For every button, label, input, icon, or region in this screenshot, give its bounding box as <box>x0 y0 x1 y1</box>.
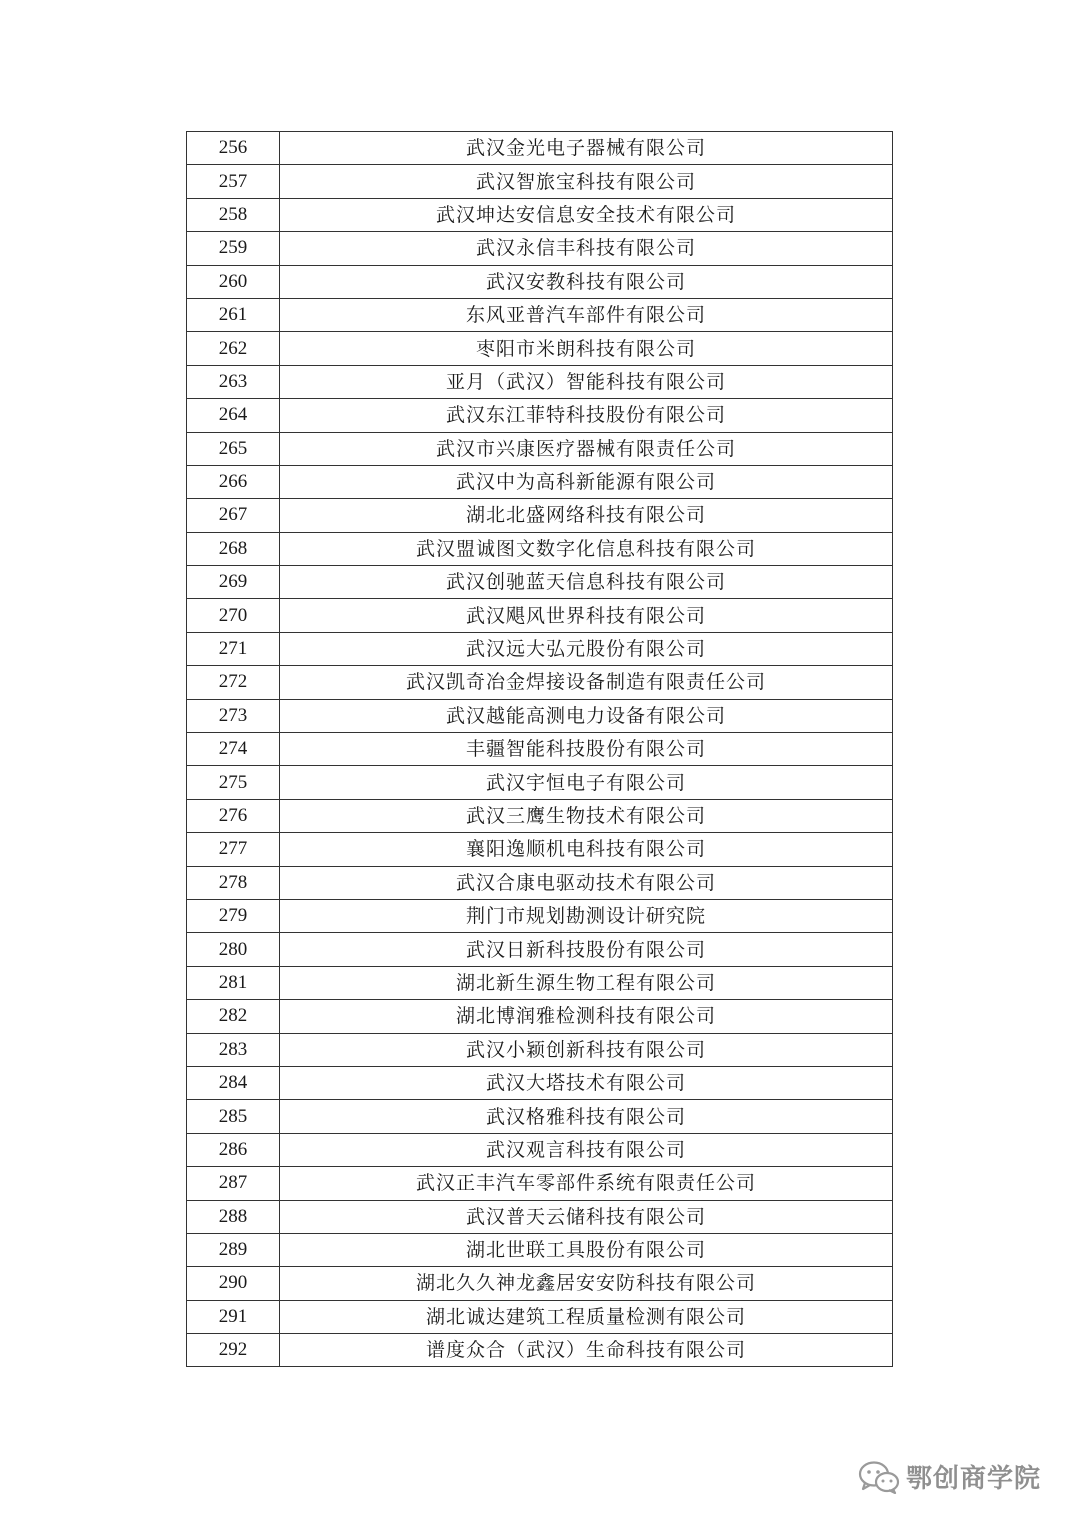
watermark <box>858 1458 1041 1495</box>
company-name: 武汉中为高科新能源有限公司 <box>280 465 893 498</box>
row-number: 288 <box>187 1200 280 1233</box>
row-number: 268 <box>187 532 280 565</box>
row-number: 260 <box>187 265 280 298</box>
row-number: 256 <box>187 132 280 165</box>
row-number: 279 <box>187 899 280 932</box>
company-name: 武汉飓风世界科技有限公司 <box>280 599 893 632</box>
table-row <box>187 165 893 198</box>
table-row <box>187 532 893 565</box>
company-name: 湖北久久神龙鑫居安安防科技有限公司 <box>280 1267 893 1300</box>
company-name: 武汉大塔技术有限公司 <box>280 1066 893 1099</box>
row-number: 261 <box>187 298 280 331</box>
table-row <box>187 1033 893 1066</box>
company-name: 谱度众合（武汉）生命科技有限公司 <box>280 1334 893 1367</box>
table-row <box>187 599 893 632</box>
row-number: 272 <box>187 666 280 699</box>
table-row <box>187 298 893 331</box>
table-row <box>187 699 893 732</box>
company-name: 武汉日新科技股份有限公司 <box>280 933 893 966</box>
table-row <box>187 966 893 999</box>
company-name: 武汉格雅科技有限公司 <box>280 1100 893 1133</box>
company-name: 亚月（武汉）智能科技有限公司 <box>280 365 893 398</box>
table-row <box>187 733 893 766</box>
table-row <box>187 1000 893 1033</box>
row-number: 259 <box>187 232 280 265</box>
table-row <box>187 1100 893 1133</box>
row-number: 273 <box>187 699 280 732</box>
row-number: 284 <box>187 1066 280 1099</box>
table-row <box>187 1233 893 1266</box>
row-number: 270 <box>187 599 280 632</box>
row-number: 278 <box>187 866 280 899</box>
company-name: 武汉三鹰生物技术有限公司 <box>280 799 893 832</box>
watermark-text: 鄂创商学院 <box>906 1464 1042 1494</box>
company-name: 武汉凯奇冶金焊接设备制造有限责任公司 <box>280 666 893 699</box>
company-name: 武汉正丰汽车零部件系统有限责任公司 <box>280 1167 893 1200</box>
table-row <box>187 1267 893 1300</box>
row-number: 281 <box>187 966 280 999</box>
row-number: 262 <box>187 332 280 365</box>
table-row <box>187 666 893 699</box>
company-name: 武汉安教科技有限公司 <box>280 265 893 298</box>
company-name: 襄阳逸顺机电科技有限公司 <box>280 833 893 866</box>
table-row <box>187 198 893 231</box>
row-number: 277 <box>187 833 280 866</box>
row-number: 269 <box>187 566 280 599</box>
table-row <box>187 899 893 932</box>
company-name: 湖北博润雅检测科技有限公司 <box>280 1000 893 1033</box>
company-name: 武汉合康电驱动技术有限公司 <box>280 866 893 899</box>
row-number: 287 <box>187 1167 280 1200</box>
company-name: 武汉小颖创新科技有限公司 <box>280 1033 893 1066</box>
company-name: 武汉东江菲特科技股份有限公司 <box>280 399 893 432</box>
company-name: 武汉市兴康医疗器械有限责任公司 <box>280 432 893 465</box>
company-name: 枣阳市米朗科技有限公司 <box>280 332 893 365</box>
row-number: 291 <box>187 1300 280 1333</box>
row-number: 280 <box>187 933 280 966</box>
company-name: 武汉金光电子器械有限公司 <box>280 132 893 165</box>
company-name: 武汉远大弘元股份有限公司 <box>280 632 893 665</box>
row-number: 266 <box>187 465 280 498</box>
table-row <box>187 1167 893 1200</box>
table-row <box>187 365 893 398</box>
table-row <box>187 265 893 298</box>
table-row <box>187 232 893 265</box>
company-name: 东风亚普汽车部件有限公司 <box>280 298 893 331</box>
table-row <box>187 465 893 498</box>
company-name: 武汉智旅宝科技有限公司 <box>280 165 893 198</box>
company-name: 湖北新生源生物工程有限公司 <box>280 966 893 999</box>
company-name: 湖北北盛网络科技有限公司 <box>280 499 893 532</box>
table-row <box>187 933 893 966</box>
table-row <box>187 1334 893 1367</box>
table-row <box>187 833 893 866</box>
row-number: 283 <box>187 1033 280 1066</box>
row-number: 275 <box>187 766 280 799</box>
company-name: 湖北世联工具股份有限公司 <box>280 1233 893 1266</box>
table-row <box>187 1300 893 1333</box>
row-number: 264 <box>187 399 280 432</box>
row-number: 263 <box>187 365 280 398</box>
table-row <box>187 399 893 432</box>
company-name: 武汉越能高测电力设备有限公司 <box>280 699 893 732</box>
row-number: 286 <box>187 1133 280 1166</box>
wechat-icon <box>858 1460 900 1494</box>
company-name: 武汉观言科技有限公司 <box>280 1133 893 1166</box>
company-name: 荆门市规划勘测设计研究院 <box>280 899 893 932</box>
table-row <box>187 1066 893 1099</box>
company-list-table <box>186 131 893 1367</box>
row-number: 267 <box>187 499 280 532</box>
table-row <box>187 566 893 599</box>
row-number: 276 <box>187 799 280 832</box>
row-number: 271 <box>187 632 280 665</box>
table-row <box>187 332 893 365</box>
row-number: 289 <box>187 1233 280 1266</box>
table-row <box>187 432 893 465</box>
company-name: 湖北诚达建筑工程质量检测有限公司 <box>280 1300 893 1333</box>
row-number: 258 <box>187 198 280 231</box>
row-number: 257 <box>187 165 280 198</box>
company-name: 武汉永信丰科技有限公司 <box>280 232 893 265</box>
company-name: 武汉宇恒电子有限公司 <box>280 766 893 799</box>
company-list-body <box>187 132 893 1367</box>
row-number: 265 <box>187 432 280 465</box>
company-name: 武汉坤达安信息安全技术有限公司 <box>280 198 893 231</box>
table-row <box>187 1200 893 1233</box>
table-row <box>187 499 893 532</box>
row-number: 290 <box>187 1267 280 1300</box>
row-number: 274 <box>187 733 280 766</box>
row-number: 285 <box>187 1100 280 1133</box>
table-row <box>187 132 893 165</box>
table-row <box>187 1133 893 1166</box>
company-name: 武汉盟诚图文数字化信息科技有限公司 <box>280 532 893 565</box>
table-row <box>187 632 893 665</box>
row-number: 292 <box>187 1334 280 1367</box>
table-row <box>187 799 893 832</box>
table-row <box>187 866 893 899</box>
table-row <box>187 766 893 799</box>
company-name: 丰疆智能科技股份有限公司 <box>280 733 893 766</box>
company-name: 武汉普天云储科技有限公司 <box>280 1200 893 1233</box>
company-name: 武汉创驰蓝天信息科技有限公司 <box>280 566 893 599</box>
row-number: 282 <box>187 1000 280 1033</box>
